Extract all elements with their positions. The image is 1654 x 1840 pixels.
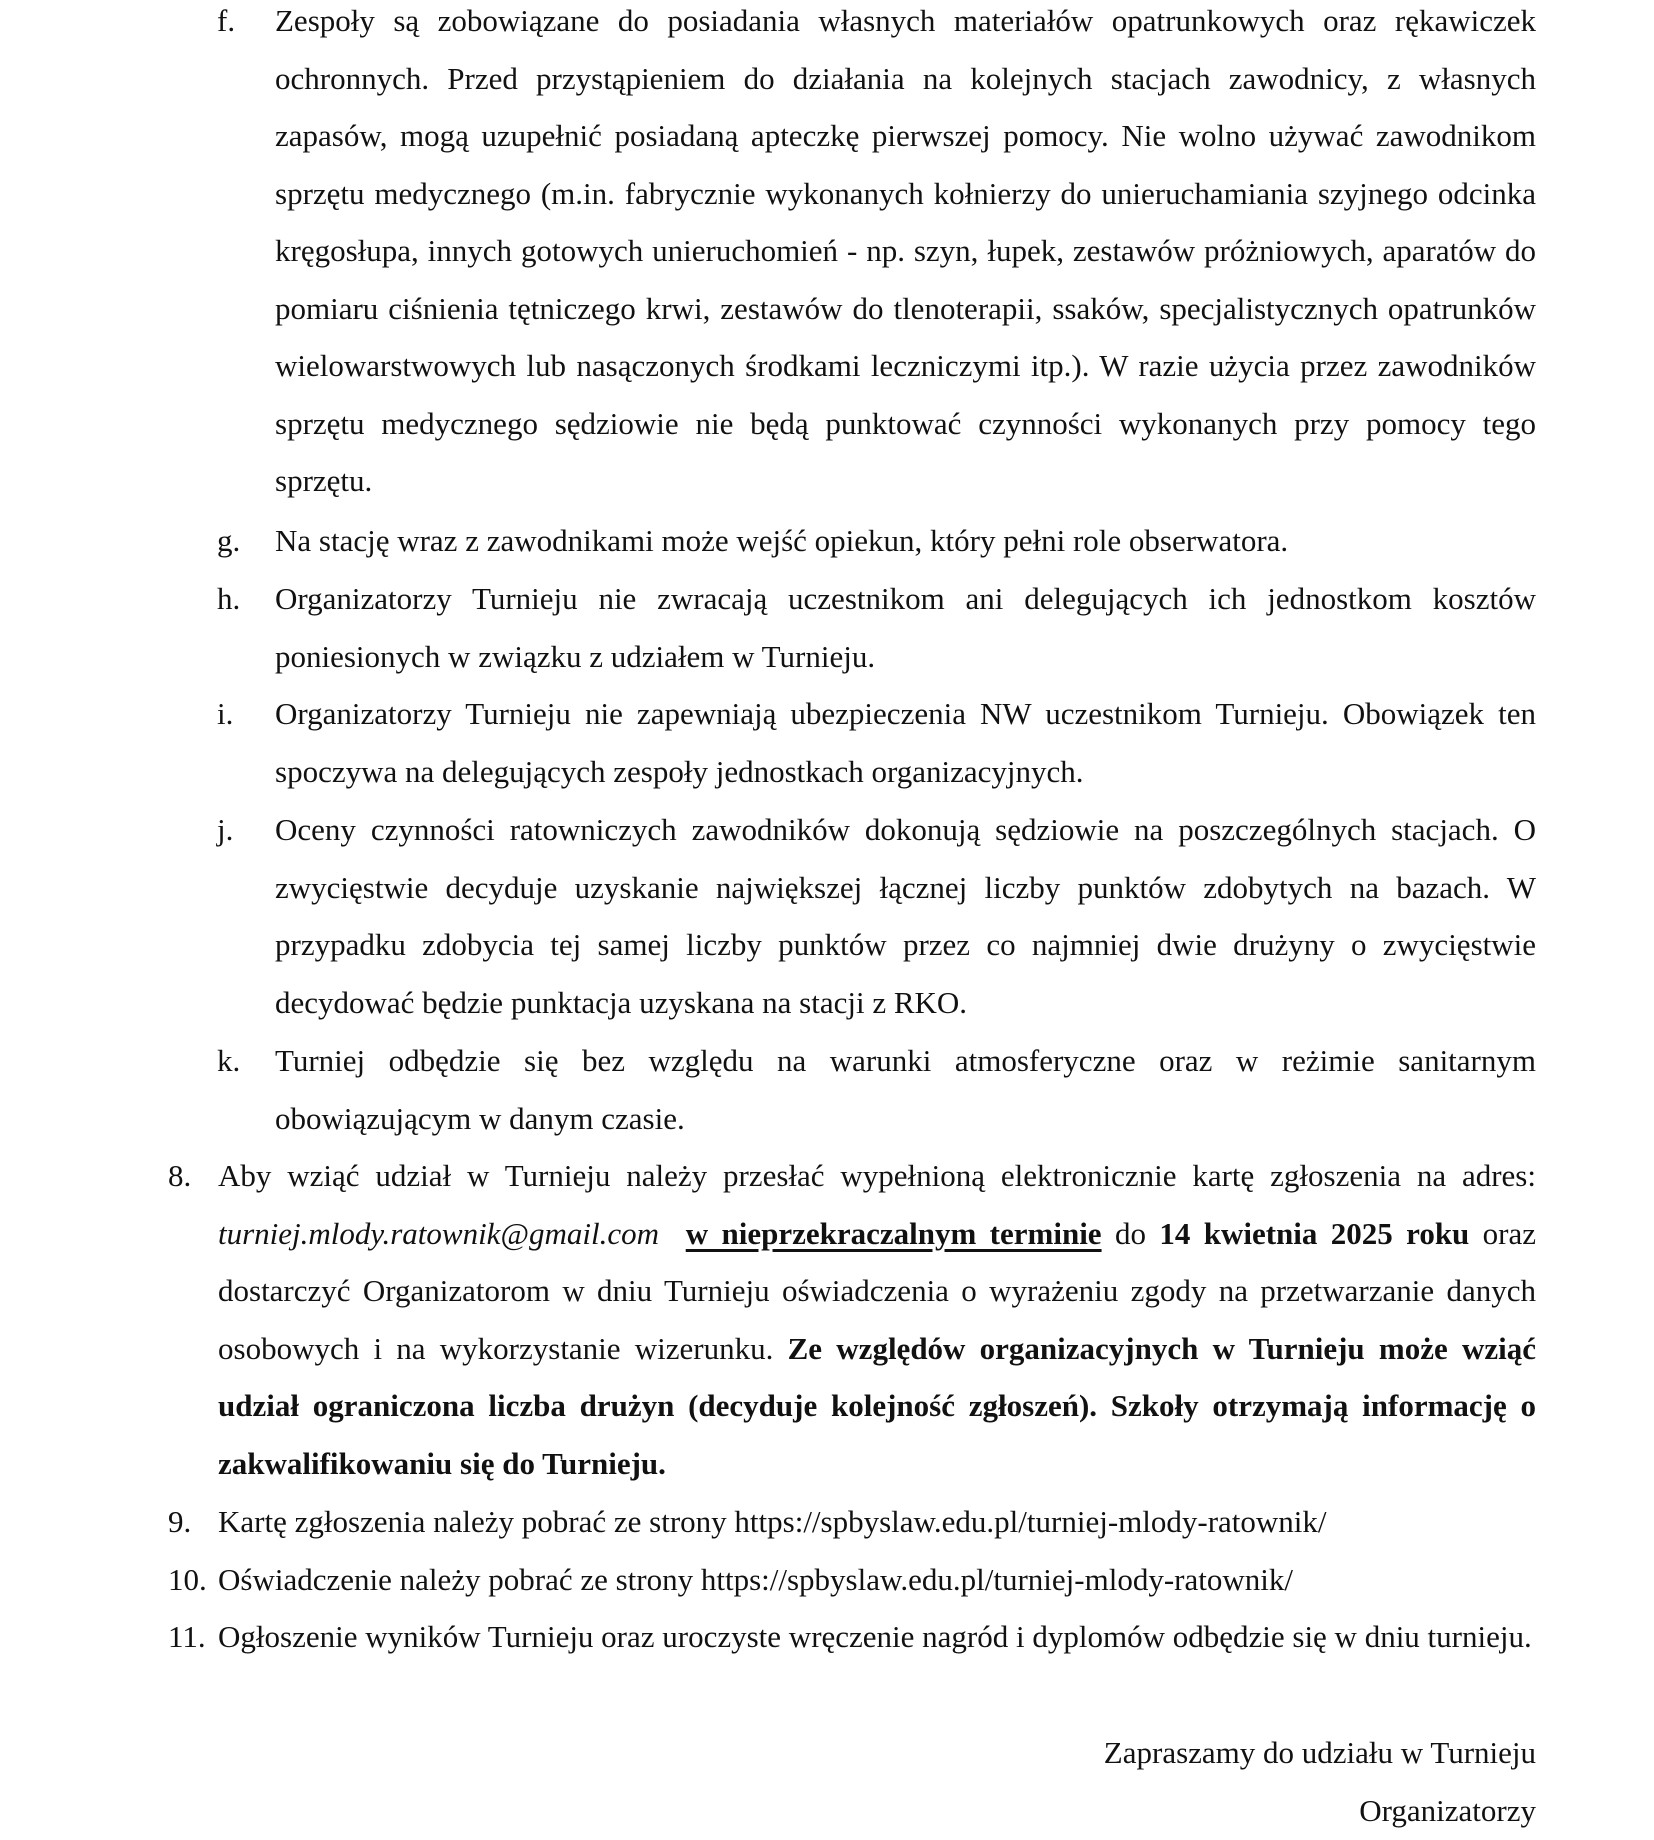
list-item-11	[168, 1608, 1536, 1666]
list-marker: 10.	[168, 1562, 207, 1597]
list-item-text: Kartę zgłoszenia należy pobrać ze strony https://spbyslaw.edu.pl/turniej-mlody-ratownik/	[218, 1504, 1327, 1539]
organizational-note: Ze względów organizacyjnych w Turnieju może wziąć udział ograniczona liczba drużyn (decyduje kolejność zgłoszeń). Szkoły otrzymają informację o zakwalifikowaniu się do Turnieju.	[218, 1330, 1536, 1481]
list-marker: 9.	[168, 1504, 192, 1539]
list-marker: k.	[217, 1043, 241, 1078]
closing-invitation: Zapraszamy do udziału w Turnieju	[1103, 1735, 1536, 1770]
list-item-text: Zespoły są zobowiązane do posiadania własnych materiałów opatrunkowych oraz rękawiczek ochronnych. Przed przystąpieniem do działania na kolejnych stacjach zawodnicy, z własnych zapasów, mogą uzupełnić posiadaną apteczkę pierwszej pomocy. Nie wolno używać zawodnikom sprzętu medycznego (m.in. fabrycznie wykonanych kołnierzy do unieruchamiania szyjnego odcinka kręgosłupa, innych gotowych unieruchomień - np. szyn, łupek, zestawów próżniowych, aparatów do pomiaru ciśnienia tętniczego krwi, zestawów do tlenoterapii, ssaków, specjalistycznych opatrunków wielowarstwowych lub nasączonych środkami leczniczymi itp.). W razie użycia przez zawodników sprzętu medycznego sędziowie nie będą punktować czynności wykonanych przy pomocy tego sprzętu.	[275, 3, 1536, 498]
item8-text-part3: oraz dostarczyć Organizatorom w dniu Turnieju oświadczenia o wyrażeniu zgody na przetwarzanie danych osobowych i na wykorzystanie wizerunku.	[218, 1215, 1537, 1366]
list-marker: j.	[217, 812, 234, 847]
list-marker: h.	[217, 581, 241, 616]
list-marker: 11.	[168, 1619, 206, 1654]
list-marker: i.	[217, 696, 234, 731]
list-item-9	[168, 1493, 1536, 1551]
list-item-k	[217, 1032, 1536, 1147]
list-item-text: Organizatorzy Turnieju nie zapewniają ubezpieczenia NW uczestnikom Turnieju. Obowiązek ten spoczywa na delegujących zespoły jednostkach organizacyjnych.	[275, 696, 1536, 789]
list-item-g	[217, 512, 1536, 570]
list-item-j	[217, 801, 1536, 1031]
list-marker: g.	[217, 523, 241, 558]
list-item-f	[217, 0, 1536, 510]
contact-email: turniej.mlody.ratownik@gmail.com	[218, 1215, 659, 1251]
list-item-i	[217, 685, 1536, 800]
list-item-text: Organizatorzy Turnieju nie zwracają uczestnikom ani delegujących ich jednostkom kosztów poniesionych w związku z udziałem w Turnieju.	[275, 581, 1536, 674]
deadline-label: w nieprzekraczalnym terminie	[685, 1215, 1102, 1251]
closing-signature: Organizatorzy	[1359, 1793, 1536, 1828]
list-item-text: Ogłoszenie wyników Turnieju oraz uroczyste wręczenie nagród i dyplomów odbędzie się w dniu turnieju.	[218, 1619, 1532, 1654]
item8-text-part2: do	[1101, 1215, 1160, 1251]
list-item-text: Na stację wraz z zawodnikami może wejść opiekun, który pełni role obserwatora.	[275, 523, 1289, 558]
list-item-text: Turniej odbędzie się bez względu na warunki atmosferyczne oraz w reżimie sanitarnym obowiązującym w danym czasie.	[275, 1043, 1536, 1136]
deadline-date: 14 kwietnia 2025 roku	[1159, 1215, 1470, 1251]
list-item-10	[168, 1551, 1536, 1609]
list-marker: f.	[217, 3, 236, 38]
list-marker: 8.	[168, 1158, 192, 1193]
item8-text-part1: Aby wziąć udział w Turnieju należy przesłać wypełnioną elektronicznie kartę zgłoszenia na adres:	[218, 1158, 1536, 1193]
list-item-text: Oświadczenie należy pobrać ze strony https://spbyslaw.edu.pl/turniej-mlody-ratownik/	[218, 1562, 1293, 1597]
list-item-h	[217, 570, 1536, 685]
list-item-8	[168, 1147, 1537, 1492]
list-item-text: Oceny czynności ratowniczych zawodników dokonują sędziowie na poszczególnych stacjach. O zwycięstwie decyduje uzyskanie największej łącznej liczby punktów zdobytych na bazach. W przypadku zdobycia tej samej liczby punktów przez co najmniej dwie drużyny o zwycięstwie decydować będzie punktacja uzyskana na stacji z RKO.	[275, 812, 1536, 1020]
